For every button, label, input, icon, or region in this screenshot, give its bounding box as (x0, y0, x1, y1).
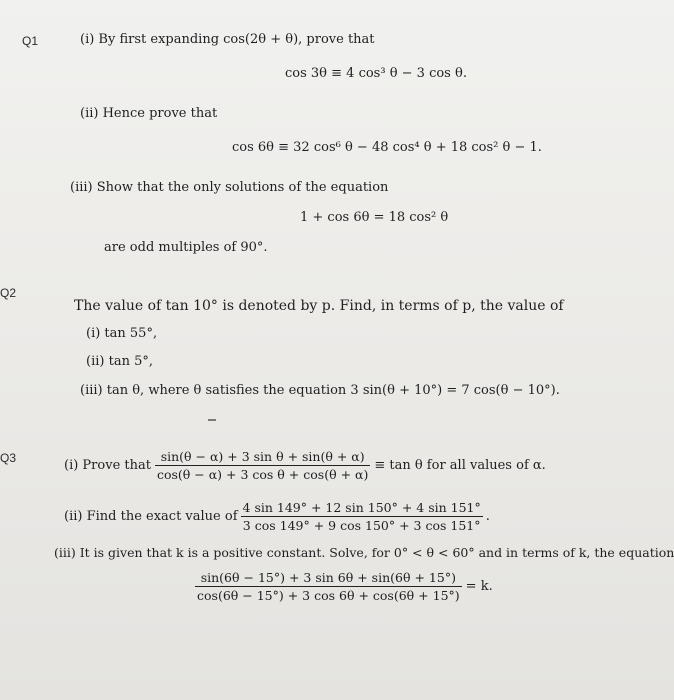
q3-part-iii-text: (iii) It is given that k is a positive constant. Solve, for 0° < θ < 60° and in terms of k, the equation (54, 545, 674, 560)
q3-part-i-denominator: cos(θ − α) + 3 cos θ + cos(θ + α) (156, 467, 369, 482)
q3-part-ii-prefix: (ii) Find the exact value of (64, 509, 238, 524)
q3-part-ii-suffix: . (485, 509, 490, 524)
q1-part-iii-text: (iii) Show that the only solutions of the equation (70, 180, 389, 195)
q3-part-i-fraction (155, 449, 370, 482)
q3-part-iii-numerator: sin(6θ − 15°) + 3 sin 6θ + sin(6θ + 15°) (195, 570, 462, 587)
q3-part-iii-equation (195, 570, 493, 603)
q3-part-i-suffix: ≡ tan θ for all values of α. (374, 458, 546, 473)
question-2-label: Q2 (0, 286, 17, 300)
q3-part-ii-fraction (241, 500, 483, 533)
question-3-label: Q3 (0, 451, 17, 465)
question-1-label: Q1 (22, 34, 39, 48)
q1-part-i-equation: cos 3θ ≡ 4 cos³ θ − 3 cos θ. (285, 66, 467, 81)
q3-part-iii-suffix: = k. (465, 579, 493, 594)
q1-part-i-text: (i) By first expanding cos(2θ + θ), prove that (80, 32, 375, 47)
q3-part-ii-numerator: 4 sin 149° + 12 sin 150° + 4 sin 151° (242, 500, 481, 515)
stray-mark (208, 419, 216, 421)
q1-part-ii-equation: cos 6θ ≡ 32 cos⁶ θ − 48 cos⁴ θ + 18 cos² θ − 1. (232, 140, 542, 155)
q3-part-i-numerator: sin(θ − α) + 3 sin θ + sin(θ + α) (155, 449, 370, 466)
q3-part-iii-fraction (195, 570, 462, 603)
q1-part-iii-conclusion: are odd multiples of 90°. (104, 240, 268, 255)
q3-part-iii-denominator: cos(6θ − 15°) + 3 cos 6θ + cos(6θ + 15°) (197, 588, 460, 603)
q3-part-ii-denominator: 3 cos 149° + 9 cos 150° + 3 cos 151° (242, 518, 481, 533)
q2-part-i: (i) tan 55°, (86, 326, 158, 341)
q1-part-iii-equation: 1 + cos 6θ = 18 cos² θ (300, 210, 449, 225)
q2-part-iii: (iii) tan θ, where θ satisfies the equation 3 sin(θ + 10°) = 7 cos(θ − 10°). (80, 383, 560, 398)
q3-part-i (64, 449, 546, 482)
q2-part-ii: (ii) tan 5°, (86, 354, 153, 369)
q3-part-i-prefix: (i) Prove that (64, 458, 151, 473)
q1-part-ii-text: (ii) Hence prove that (80, 106, 218, 121)
q2-intro: The value of tan 10° is denoted by p. Find, in terms of p, the value of (74, 298, 564, 314)
q3-part-ii (64, 500, 490, 533)
